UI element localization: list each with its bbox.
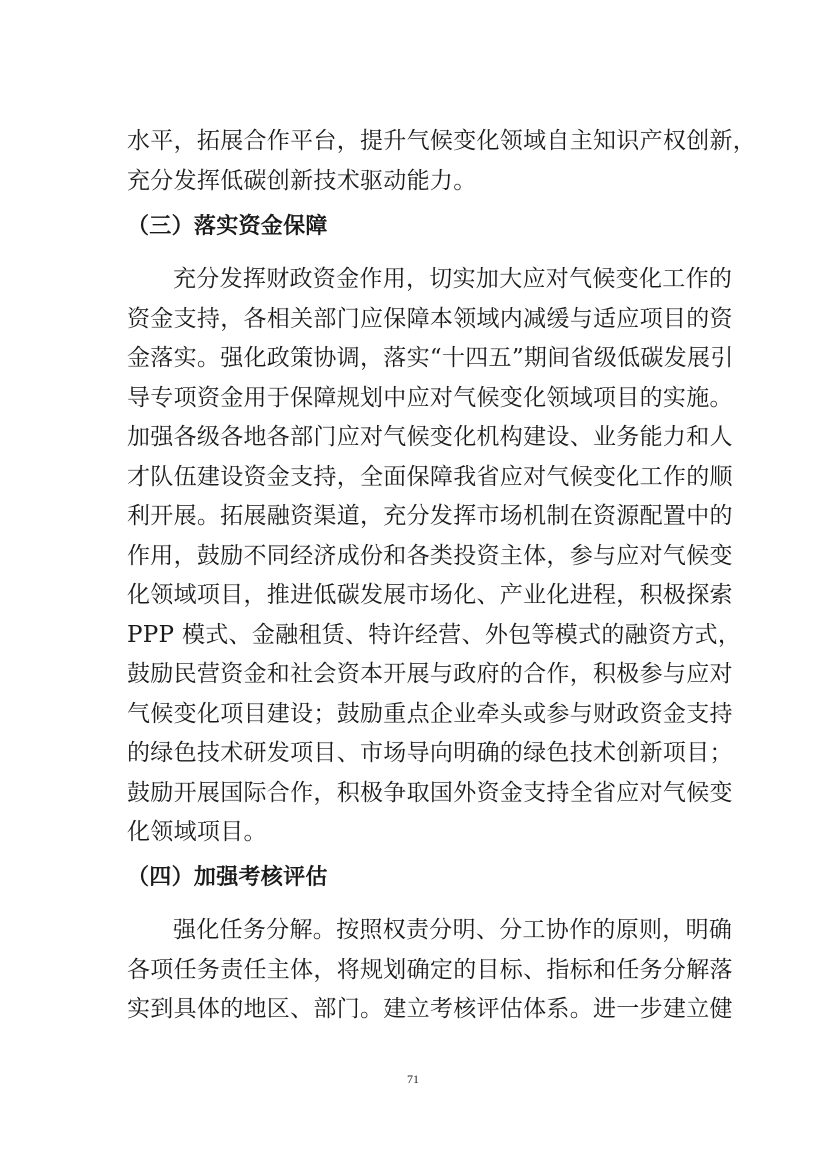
body-text-line: 鼓励民营资金和社会资本开展与政府的合作，积极参与应对 xyxy=(127,661,733,687)
body-text-line: 水平，拓展合作平台，提升气候变化领域自主知识产权创新， xyxy=(127,128,757,154)
body-text-line: 充分发挥财政资金作用，切实加大应对气候变化工作的 xyxy=(173,266,733,292)
body-text-line: 资金支持，各相关部门应保障本领域内减缓与适应项目的资 xyxy=(127,306,733,332)
body-text-line: 加强各级各地各部门应对气候变化机构建设、业务能力和人 xyxy=(127,424,733,450)
body-text-line: 气候变化项目建设；鼓励重点企业牵头或参与财政资金支持 xyxy=(127,701,733,727)
body-text-line: 的绿色技术研发项目、市场导向明确的绿色技术创新项目； xyxy=(127,740,733,766)
body-text-line: 化领域项目，推进低碳发展市场化、产业化进程，积极探索 xyxy=(127,582,733,608)
body-text-line: 才队伍建设资金支持，全面保障我省应对气候变化工作的顺 xyxy=(127,464,733,490)
body-text-line: 各项任务责任主体，将规划确定的目标、指标和任务分解落 xyxy=(127,957,733,983)
page-number: 71 xyxy=(407,1072,419,1086)
body-text-line: 化领域项目。 xyxy=(127,819,267,845)
section-heading-funding: （三）落实资金保障 xyxy=(127,213,328,239)
body-text-line: 强化任务分解。按照权责分明、分工协作的原则，明确 xyxy=(173,917,733,943)
body-text-line: PPP 模式、金融租赁、特许经营、外包等模式的融资方式， xyxy=(127,622,742,648)
body-text-line: 作用，鼓励不同经济成份和各类投资主体，参与应对气候变 xyxy=(127,543,733,569)
section-heading-assessment: （四）加强考核评估 xyxy=(127,864,328,890)
body-text-line: 金落实。强化政策协调，落实“十四五”期间省级低碳发展引 xyxy=(127,345,734,371)
body-text-line: 利开展。拓展融资渠道，充分发挥市场机制在资源配置中的 xyxy=(127,503,733,529)
body-text-line: 实到具体的地区、部门。建立考核评估体系。进一步建立健 xyxy=(127,996,733,1022)
body-text-line: 充分发挥低碳创新技术驱动能力。 xyxy=(127,168,477,194)
body-text-line: 导专项资金用于保障规划中应对气候变化领域项目的实施。 xyxy=(127,385,733,411)
body-text-line: 鼓励开展国际合作，积极争取国外资金支持全省应对气候变 xyxy=(127,780,733,806)
